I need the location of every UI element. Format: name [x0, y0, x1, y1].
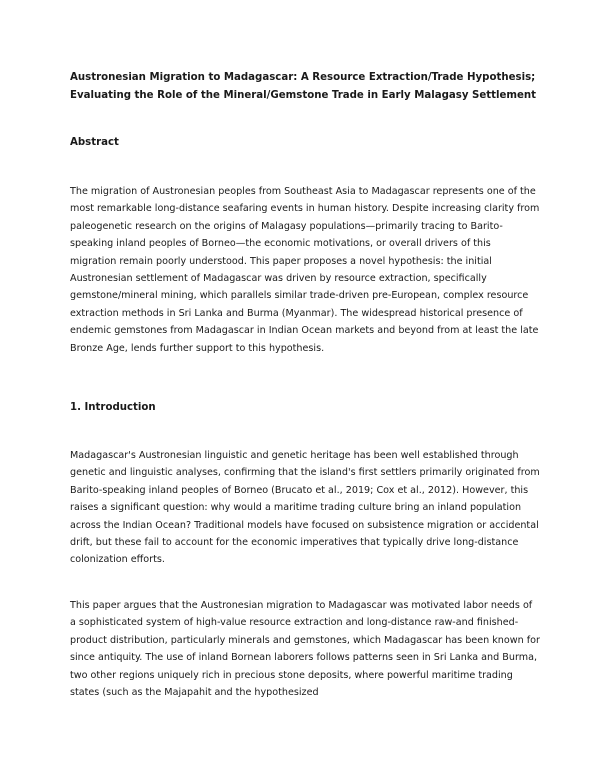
intro-paragraph-1: Madagascar's Austronesian linguistic and genetic heritage has been well established through genetic and linguistic analyses, confirming that the island's first settlers primarily originated from Barito-speaking inland peoples of Borneo (Brucato et al., 2019; Cox et al., 2012). However, this raises a significant question: why would a maritime trading culture bring an inland population across the Indian Ocean? Traditional models have focused on subsistence migration or accidental drift, but these fail to account for the economic imperatives that typically drive long-distance colonization efforts. — [70, 450, 540, 566]
intro-paragraph-2: This paper argues that the Austronesian migration to Madagascar was motivated labor needs of a sophisticated system of high-value resource extraction and long-distance raw-and finished-product distribution, particularly minerals and gemstones, which Madagascar has been known for since antiquity. The use of inland Bornean laborers follows patterns seen in Sri Lanka and Burma, two other regions uniquely rich in precious stone deposits, where powerful maritime trading states (such as the Majapahit and the hypothesized — [70, 600, 540, 699]
abstract-paragraph: The migration of Austronesian peoples from Southeast Asia to Madagascar represents one of the most remarkable long-distance seafaring events in human history. Despite increasing clarity from paleogenetic research on the origins of Malagasy populations—primarily tracing to Barito-speaking inland peoples of Borneo—the economic motivations, or overall drivers of this migration remain poorly understood. This paper proposes a novel hypothesis: the initial Austronesian settlement of Madagascar was driven by resource extraction, specifically gemstone/mineral mining, which parallels similar trade-driven pre-European, complex resource extraction methods in Sri Lanka and Burma (Myanmar). The widespread historical presence of endemic gemstones from Madagascar in Indian Ocean markets and beyond from at least the late Bronze Age, lends further support to this hypothesis. — [70, 186, 540, 354]
abstract-heading: Abstract — [70, 137, 119, 148]
paper-title: Austronesian Migration to Madagascar: A Resource Extraction/Trade Hypothesis; Evaluating the Role of the Mineral/Gemstone Trade in Early Malagasy Settlement — [70, 72, 537, 101]
section-heading-introduction: 1. Introduction — [70, 402, 156, 413]
